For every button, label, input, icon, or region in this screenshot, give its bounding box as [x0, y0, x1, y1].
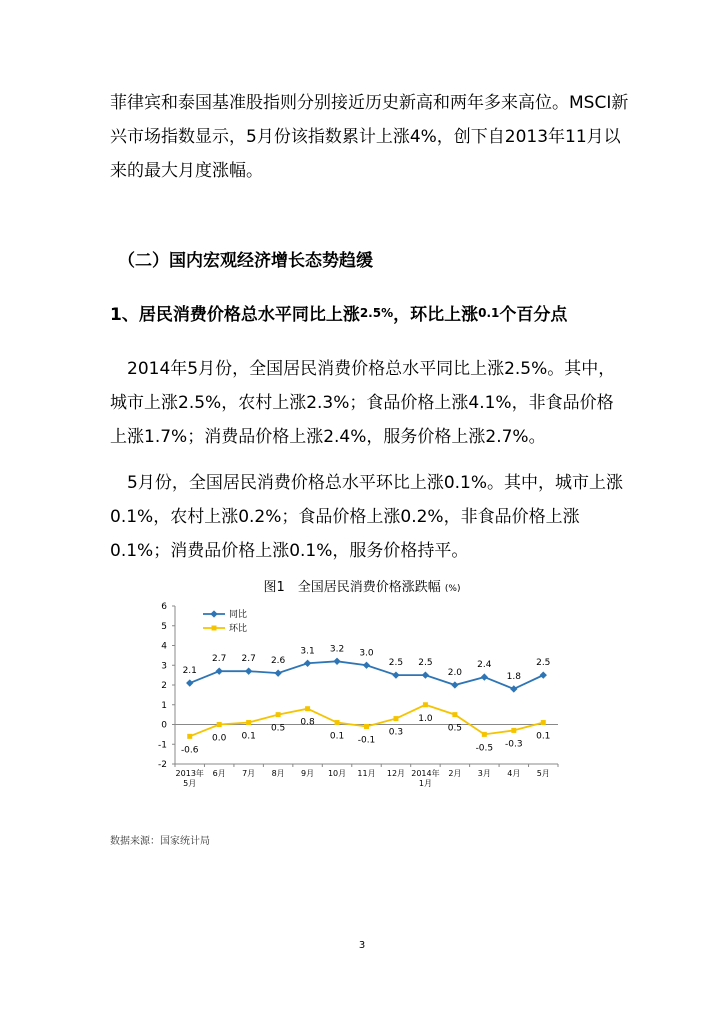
- legend-label: 同比: [229, 610, 248, 620]
- y-tick-label: -1: [158, 740, 167, 751]
- cpi-line-chart: [140, 596, 570, 802]
- data-label-mom: 0.1: [241, 731, 256, 742]
- data-label-mom: 0.5: [270, 723, 286, 734]
- y-tick-label: 2: [161, 681, 167, 691]
- data-point-mom: [364, 724, 369, 729]
- data-point-yoy: [274, 669, 281, 676]
- data-label-yoy: 2.1: [182, 666, 197, 677]
- y-tick-label: 5: [161, 621, 167, 632]
- y-tick-label: 3: [161, 661, 167, 672]
- page-number: 3: [358, 940, 366, 951]
- sub-heading-value-mom: 0.1: [478, 306, 500, 320]
- data-point-mom: [452, 712, 457, 717]
- paragraph-yoy: 2014年5月份，全国居民消费价格总水平同比上涨2.5%。其中，城市上涨2.5%，农村上涨2.3%；食品价格上涨4.1%，非食品价格上涨1.7%；消费品价格上涨2.4%，服务价格上涨2.7%。: [110, 359, 616, 447]
- x-tick-label: 2013年: [175, 769, 204, 778]
- data-label-yoy: 2.4: [477, 660, 492, 671]
- sub-heading-cpi: [110, 300, 567, 325]
- section-heading: （二）国内宏观经济增长态势趋缓: [118, 251, 373, 271]
- data-label-yoy: 1.8: [506, 671, 521, 682]
- x-tick-label: 2014年: [411, 769, 440, 778]
- legend-label: 环比: [229, 624, 248, 634]
- data-label-yoy: 2.6: [270, 656, 286, 667]
- legend-marker: [210, 610, 217, 617]
- x-tick-label: 2月: [448, 769, 462, 778]
- x-tick-label: 9月: [301, 769, 315, 778]
- figure-title-text: 图1 全国居民消费价格涨跌幅: [263, 580, 441, 595]
- data-label-mom: 0.1: [536, 731, 551, 742]
- data-point-mom: [482, 732, 487, 737]
- data-label-yoy: 3.0: [359, 648, 374, 659]
- data-label-yoy: 2.0: [447, 668, 463, 678]
- data-point-mom: [187, 734, 192, 739]
- y-tick-label: -2: [158, 760, 167, 770]
- data-point-yoy: [392, 671, 399, 678]
- data-point-mom: [246, 720, 251, 725]
- data-point-yoy: [422, 671, 429, 678]
- data-point-yoy: [510, 685, 517, 692]
- y-tick-label: 6: [161, 602, 167, 612]
- x-tick-label: 11月: [357, 769, 376, 778]
- data-label-yoy: 3.1: [300, 646, 315, 657]
- data-source: 数据来源：国家统计局: [110, 836, 210, 847]
- data-label-mom: 0.5: [447, 723, 463, 734]
- data-label-yoy: 3.2: [329, 644, 345, 655]
- sub-heading-part-c: 个百分点: [499, 305, 568, 325]
- sub-heading-value-yoy: 2.5%: [359, 306, 394, 320]
- data-point-mom: [335, 720, 340, 725]
- x-tick-label: 4月: [507, 769, 521, 778]
- x-tick-label: 12月: [386, 769, 406, 778]
- sub-heading-part-b: ，环比上涨: [393, 305, 479, 325]
- sub-heading-part-a: 1、居民消费价格总水平同比上涨: [110, 305, 360, 325]
- data-label-mom: -0.5: [475, 743, 494, 754]
- data-point-yoy: [363, 662, 370, 669]
- data-label-yoy: 2.7: [212, 654, 227, 665]
- data-label-yoy: 2.5: [388, 658, 404, 669]
- data-point-mom: [217, 722, 222, 727]
- data-label-yoy: 2.5: [536, 658, 551, 669]
- data-point-yoy: [481, 673, 488, 680]
- x-tick-label: 3月: [477, 769, 491, 778]
- data-label-mom: 0.8: [300, 717, 315, 728]
- data-point-mom: [541, 720, 546, 725]
- data-label-mom: 1.0: [418, 713, 433, 724]
- data-label-mom: -0.1: [357, 735, 376, 746]
- paragraph-mom: 5月份，全国居民消费价格总水平环比上涨0.1%。其中，城市上涨0.1%，农村上涨0.2%；食品价格上涨0.2%，非食品价格上涨0.1%；消费品价格上涨0.1%，服务价格持平。: [110, 473, 624, 561]
- data-point-yoy: [540, 671, 547, 678]
- y-tick-label: 0: [161, 720, 167, 731]
- data-point-mom: [423, 702, 428, 707]
- data-point-yoy: [333, 658, 340, 665]
- data-point-mom: [305, 706, 310, 711]
- figure-title: [0, 576, 724, 595]
- x-tick-label: 7月: [242, 769, 256, 778]
- figure-unit: (%): [444, 584, 461, 594]
- data-point-yoy: [186, 679, 193, 686]
- data-label-mom: -0.3: [505, 739, 523, 750]
- data-label-yoy: 2.5: [418, 658, 433, 669]
- x-tick-label: 10月: [327, 769, 347, 778]
- data-point-yoy: [245, 667, 252, 674]
- data-label-mom: 0.3: [388, 727, 404, 738]
- data-point-yoy: [304, 660, 311, 667]
- x-tick-label: 5月: [183, 779, 197, 788]
- data-point-yoy: [451, 681, 458, 688]
- data-point-mom: [276, 712, 281, 717]
- data-label-mom: -0.6: [180, 745, 199, 756]
- data-point-mom: [393, 716, 398, 721]
- y-tick-label: 1: [161, 700, 167, 711]
- data-label-mom: 0.1: [329, 731, 345, 742]
- data-point-yoy: [216, 667, 223, 674]
- x-tick-label: 6月: [212, 769, 226, 778]
- data-label-yoy: 2.7: [241, 654, 256, 665]
- data-point-mom: [511, 728, 516, 733]
- paragraph-msci: 菲律宾和泰国基准股指则分别接近历史新高和两年多来高位。MSCI新兴市场指数显示，5月份该指数累计上涨4%，创下自2013年11月以来的最大月度涨幅。: [110, 93, 629, 181]
- legend-marker: [212, 626, 217, 631]
- x-tick-label: 1月: [418, 779, 432, 788]
- x-tick-label: 8月: [271, 769, 285, 778]
- x-tick-label: 5月: [536, 769, 550, 778]
- data-label-mom: 0.0: [212, 733, 227, 744]
- y-tick-label: 4: [161, 641, 167, 652]
